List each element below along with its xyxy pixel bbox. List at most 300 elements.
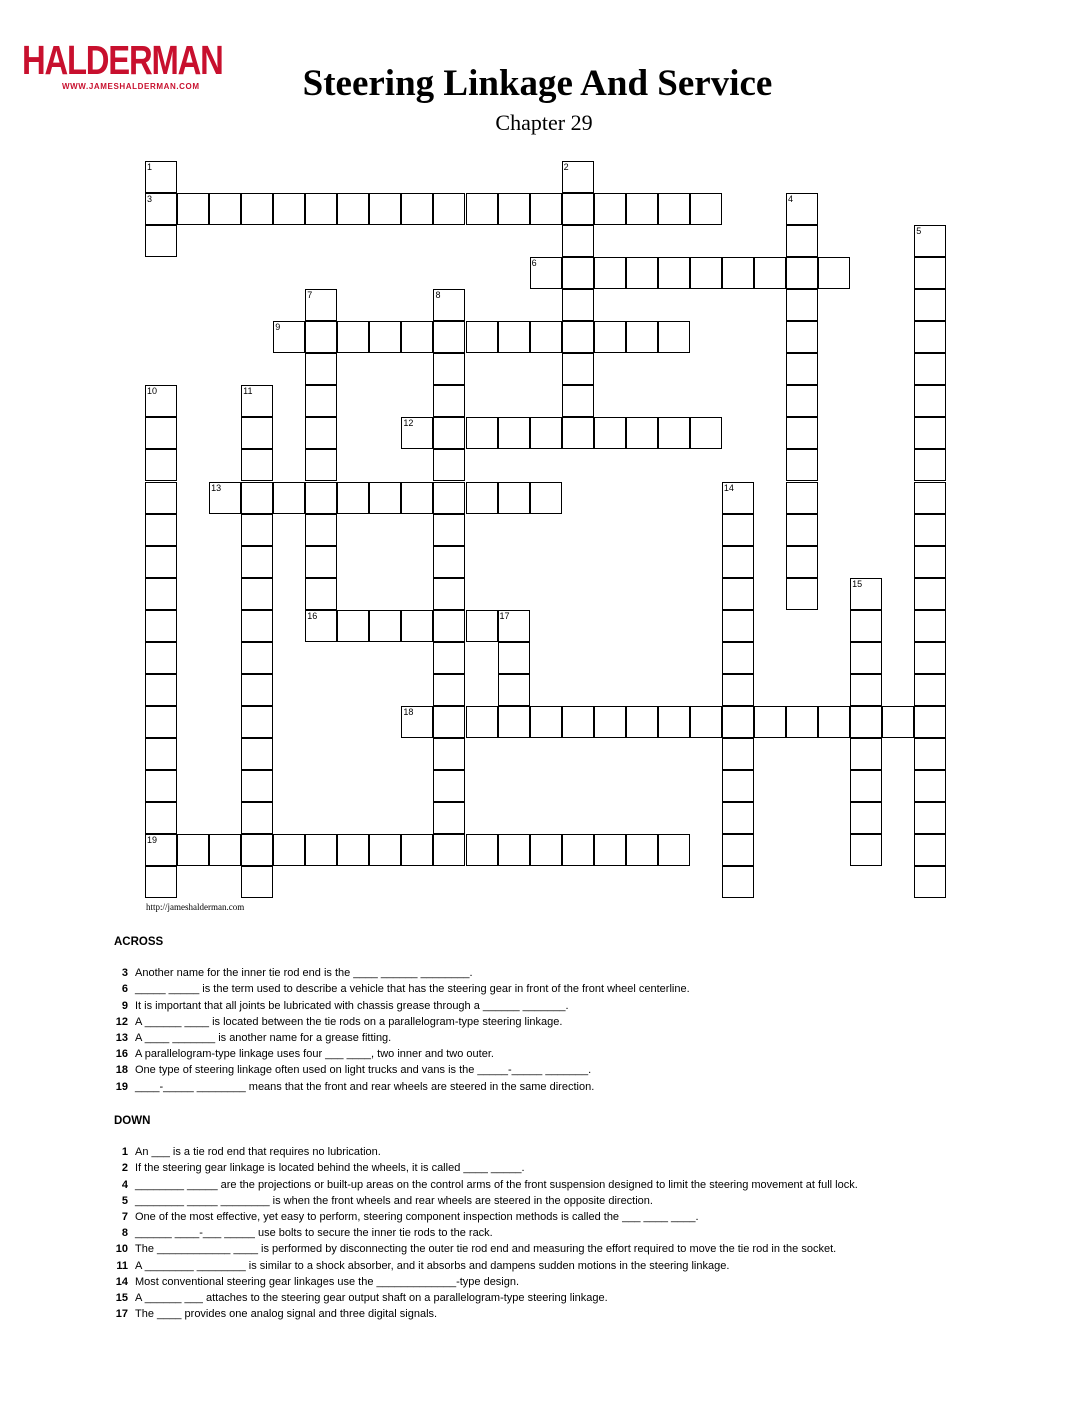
crossword-cell[interactable]	[433, 546, 465, 578]
crossword-cell[interactable]	[498, 706, 530, 738]
across-clue	[114, 1030, 690, 1046]
across-clue	[114, 1062, 690, 1078]
crossword-cell[interactable]	[145, 193, 177, 225]
crossword-cell[interactable]	[914, 385, 946, 417]
crossword-cell[interactable]	[722, 770, 754, 802]
clue-number: 10	[115, 1243, 128, 1256]
clue-text: The ____________ ____ is performed by disconnecting the outer tie rod end and measuring the effort required to move the tie rod in the socket.	[135, 1243, 837, 1256]
crossword-cell[interactable]	[594, 193, 626, 225]
crossword-cell[interactable]	[209, 482, 241, 514]
crossword-cell[interactable]	[594, 257, 626, 289]
down-clue	[114, 1274, 858, 1290]
crossword-cell[interactable]	[433, 802, 465, 834]
crossword-cell[interactable]	[786, 578, 818, 610]
clue-number: 15	[115, 1292, 128, 1305]
cell-number: 12	[403, 418, 414, 429]
crossword-cell[interactable]	[433, 514, 465, 546]
clue-text: Another name for the inner tie rod end is the ____ ______ ________.	[135, 967, 473, 980]
down-clue	[114, 1177, 858, 1193]
clue-text: It is important that all joints be lubricated with chassis grease through a ______ _______.	[135, 999, 569, 1012]
down-clue	[114, 1225, 858, 1241]
crossword-cell[interactable]	[241, 770, 273, 802]
crossword-cell[interactable]	[209, 834, 241, 866]
crossword-cell[interactable]	[305, 417, 337, 449]
crossword-cell[interactable]	[562, 321, 594, 353]
crossword-cell[interactable]	[145, 802, 177, 834]
clue-number: 5	[121, 1194, 128, 1207]
crossword-cell[interactable]	[145, 834, 177, 866]
crossword-cell[interactable]	[305, 289, 337, 321]
page-title: Steering Linkage And Service	[302, 63, 773, 104]
crossword-cell[interactable]	[498, 193, 530, 225]
clue-number: 14	[115, 1275, 128, 1288]
crossword-cell[interactable]	[722, 738, 754, 770]
crossword-cell[interactable]	[850, 674, 882, 706]
crossword-cell[interactable]	[401, 193, 433, 225]
crossword-cell[interactable]	[241, 866, 273, 898]
crossword-cell[interactable]	[241, 834, 273, 866]
crossword-cell[interactable]	[754, 257, 786, 289]
crossword-cell[interactable]	[562, 706, 594, 738]
crossword-cell[interactable]	[209, 193, 241, 225]
crossword-cell[interactable]	[722, 257, 754, 289]
crossword-cell[interactable]	[145, 449, 177, 481]
crossword-cell[interactable]	[850, 738, 882, 770]
crossword-cell[interactable]	[145, 610, 177, 642]
clue-text: One of the most effective, yet easy to perform, steering component inspection methods is called the ___ ____ ____.	[135, 1211, 699, 1224]
crossword-cell[interactable]	[433, 610, 465, 642]
crossword-cell[interactable]	[690, 193, 722, 225]
crossword-cell[interactable]	[786, 193, 818, 225]
crossword-cell[interactable]	[273, 834, 305, 866]
crossword-cell[interactable]	[562, 417, 594, 449]
crossword-cell[interactable]	[594, 321, 626, 353]
crossword-cell[interactable]	[433, 289, 465, 321]
crossword-cell[interactable]	[786, 385, 818, 417]
crossword-cell[interactable]	[145, 482, 177, 514]
crossword-cell[interactable]	[818, 257, 850, 289]
down-clue	[114, 1144, 858, 1160]
logo-url: WWW.JAMESHALDERMAN.COM	[62, 82, 200, 91]
crossword-cell[interactable]	[530, 834, 562, 866]
crossword-cell[interactable]	[241, 514, 273, 546]
clue-text: A ______ ____ is located between the tie rods on a parallelogram-type steering linkage.	[135, 1015, 563, 1028]
crossword-cell[interactable]	[401, 834, 433, 866]
crossword-cell[interactable]	[305, 578, 337, 610]
cell-number: 13	[211, 482, 222, 493]
clue-text: An ___ is a tie rod end that requires no lubrication.	[135, 1146, 381, 1159]
down-clue	[114, 1290, 858, 1306]
crossword-cell[interactable]	[145, 546, 177, 578]
crossword-cell[interactable]	[882, 706, 914, 738]
down-clue-list	[114, 1144, 858, 1322]
clue-number: 11	[116, 1259, 128, 1272]
crossword-cell[interactable]	[466, 321, 498, 353]
across-clue-list	[114, 965, 690, 1095]
crossword-cell[interactable]	[241, 482, 273, 514]
crossword-cell[interactable]	[818, 706, 850, 738]
crossword-cell[interactable]	[914, 257, 946, 289]
crossword-cell[interactable]	[722, 610, 754, 642]
crossword-cell[interactable]	[305, 449, 337, 481]
crossword-cell[interactable]	[305, 385, 337, 417]
crossword-cell[interactable]	[786, 321, 818, 353]
crossword-cell[interactable]	[914, 321, 946, 353]
crossword-cell[interactable]	[401, 706, 433, 738]
clue-text: A parallelogram-type linkage uses four ___ ____, two inner and two outer.	[135, 1048, 494, 1061]
crossword-cell[interactable]	[433, 706, 465, 738]
clue-number: 13	[115, 1032, 128, 1045]
crossword-cell[interactable]	[433, 353, 465, 385]
crossword-cell[interactable]	[177, 834, 209, 866]
crossword-cell[interactable]	[914, 546, 946, 578]
clue-text: ______ ____-___ _____ use bolts to secure the inner tie rods to the rack.	[135, 1227, 493, 1240]
crossword-cell[interactable]	[241, 802, 273, 834]
crossword-cell[interactable]	[241, 674, 273, 706]
crossword-cell[interactable]	[177, 193, 209, 225]
clue-number: 6	[121, 983, 128, 996]
crossword-cell[interactable]	[562, 385, 594, 417]
clue-text: ____-_____ ________ means that the front and rear wheels are steered in the same direction.	[135, 1080, 595, 1093]
crossword-cell[interactable]	[337, 193, 369, 225]
across-clue	[114, 1046, 690, 1062]
crossword-cell[interactable]	[433, 417, 465, 449]
crossword-cell[interactable]	[562, 161, 594, 193]
crossword-cell[interactable]	[626, 834, 658, 866]
crossword-cell[interactable]	[626, 321, 658, 353]
crossword-cell[interactable]	[658, 706, 690, 738]
down-clue	[114, 1258, 858, 1274]
crossword-cell[interactable]	[914, 706, 946, 738]
crossword-cell[interactable]	[850, 610, 882, 642]
crossword-cell[interactable]	[914, 578, 946, 610]
crossword-cell[interactable]	[786, 225, 818, 257]
crossword-cell[interactable]	[498, 610, 530, 642]
crossword-cell[interactable]	[530, 257, 562, 289]
crossword-cell[interactable]	[850, 578, 882, 610]
crossword-cell[interactable]	[658, 321, 690, 353]
crossword-cell[interactable]	[850, 834, 882, 866]
clue-text: If the steering gear linkage is located behind the wheels, it is called ____ _____.	[135, 1162, 525, 1175]
crossword-cell[interactable]	[754, 706, 786, 738]
crossword-cell[interactable]	[305, 193, 337, 225]
cell-number: 10	[147, 386, 158, 397]
clue-number: 9	[121, 999, 128, 1012]
cell-number: 7	[307, 290, 313, 301]
crossword-cell[interactable]	[594, 706, 626, 738]
crossword-cell[interactable]	[722, 578, 754, 610]
crossword-cell[interactable]	[145, 866, 177, 898]
crossword-cell[interactable]	[786, 449, 818, 481]
crossword-cell[interactable]	[466, 417, 498, 449]
crossword-cell[interactable]	[145, 770, 177, 802]
crossword-cell[interactable]	[241, 193, 273, 225]
clue-text: A ____ _______ is another name for a grease fitting.	[135, 1032, 392, 1045]
crossword-cell[interactable]	[305, 321, 337, 353]
crossword-cell[interactable]	[305, 353, 337, 385]
clue-number: 8	[121, 1227, 128, 1240]
clue-number: 17	[115, 1308, 128, 1321]
crossword-cell[interactable]	[658, 193, 690, 225]
crossword-cell[interactable]	[562, 289, 594, 321]
crossword-cell[interactable]	[722, 674, 754, 706]
clue-text: One type of steering linkage often used on light trucks and vans is the _____-_____ _______.	[135, 1064, 592, 1077]
crossword-cell[interactable]	[241, 706, 273, 738]
crossword-cell[interactable]	[914, 834, 946, 866]
crossword-cell[interactable]	[401, 482, 433, 514]
crossword-cell[interactable]	[241, 449, 273, 481]
crossword-cell[interactable]	[466, 482, 498, 514]
crossword-cell[interactable]	[433, 193, 465, 225]
crossword-cell[interactable]	[786, 417, 818, 449]
crossword-cell[interactable]	[145, 738, 177, 770]
crossword-cell[interactable]	[145, 385, 177, 417]
clue-text: Most conventional steering gear linkages use the _____________-type design.	[135, 1275, 520, 1288]
crossword-cell[interactable]	[850, 642, 882, 674]
crossword-cell[interactable]	[690, 257, 722, 289]
crossword-cell[interactable]	[914, 225, 946, 257]
crossword-cell[interactable]	[498, 674, 530, 706]
crossword-cell[interactable]	[466, 610, 498, 642]
clue-number: 19	[115, 1080, 128, 1093]
crossword-cell[interactable]	[369, 834, 401, 866]
crossword-cell[interactable]	[722, 834, 754, 866]
crossword-cell[interactable]	[658, 834, 690, 866]
crossword-cell[interactable]	[241, 642, 273, 674]
crossword-cell[interactable]	[914, 417, 946, 449]
across-clue	[114, 1079, 690, 1095]
crossword-cell[interactable]	[914, 674, 946, 706]
crossword-cell[interactable]	[914, 738, 946, 770]
crossword-cell[interactable]	[241, 385, 273, 417]
crossword-cell[interactable]	[305, 482, 337, 514]
cell-number: 2	[563, 162, 569, 172]
crossword-cell[interactable]	[305, 834, 337, 866]
crossword-cell[interactable]	[273, 482, 305, 514]
crossword-cell[interactable]	[722, 642, 754, 674]
crossword-cell[interactable]	[786, 706, 818, 738]
crossword-cell[interactable]	[466, 706, 498, 738]
crossword-cell[interactable]	[273, 193, 305, 225]
crossword-cell[interactable]	[562, 353, 594, 385]
clue-text: A ________ ________ is similar to a shock absorber, and it absorbs and dampens sudden motions in the steering linkage.	[135, 1259, 730, 1272]
crossword-cell[interactable]	[786, 289, 818, 321]
cell-number: 3	[147, 194, 153, 205]
cell-number: 14	[723, 482, 734, 493]
down-heading: DOWN	[114, 1115, 151, 1127]
crossword-cell[interactable]	[369, 482, 401, 514]
crossword-cell[interactable]	[722, 482, 754, 514]
crossword-cell[interactable]	[786, 257, 818, 289]
clue-number: 1	[121, 1146, 128, 1159]
down-clue	[114, 1209, 858, 1225]
crossword-cell[interactable]	[241, 578, 273, 610]
down-clue	[114, 1160, 858, 1176]
crossword-cell[interactable]	[401, 610, 433, 642]
crossword-cell[interactable]	[337, 834, 369, 866]
crossword-cell[interactable]	[530, 482, 562, 514]
crossword-cell[interactable]	[498, 321, 530, 353]
crossword-cell[interactable]	[914, 866, 946, 898]
crossword-cell[interactable]	[433, 321, 465, 353]
crossword-cell[interactable]	[850, 802, 882, 834]
cell-number: 8	[435, 290, 441, 301]
crossword-cell[interactable]	[145, 578, 177, 610]
crossword-cell[interactable]	[337, 610, 369, 642]
clue-text: A ______ ___ attaches to the steering gear output shaft on a parallelogram-type steering linkage.	[135, 1292, 608, 1305]
down-clue	[114, 1241, 858, 1257]
crossword-cell[interactable]	[498, 642, 530, 674]
crossword-cell[interactable]	[466, 193, 498, 225]
clue-text: _____ _____ is the term used to describe a vehicle that has the steering gear in front of the front wheel centerline.	[135, 983, 690, 996]
crossword-cell[interactable]	[690, 706, 722, 738]
crossword-cell[interactable]	[594, 834, 626, 866]
crossword-cell[interactable]	[145, 514, 177, 546]
cell-number: 16	[307, 610, 318, 621]
crossword-cell[interactable]	[914, 610, 946, 642]
cell-number: 18	[403, 706, 414, 717]
crossword-cell[interactable]	[433, 449, 465, 481]
crossword-cell[interactable]	[786, 546, 818, 578]
footer-url: http://jameshalderman.com	[146, 902, 245, 912]
crossword-cell[interactable]	[433, 738, 465, 770]
crossword-cell[interactable]	[305, 610, 337, 642]
crossword-cell[interactable]	[530, 417, 562, 449]
crossword-cell[interactable]	[145, 225, 177, 257]
across-clue	[114, 998, 690, 1014]
crossword-cell[interactable]	[273, 321, 305, 353]
clue-text: The ____ provides one analog signal and three digital signals.	[135, 1308, 438, 1321]
crossword-cell[interactable]	[722, 706, 754, 738]
cell-number: 15	[852, 578, 863, 589]
crossword-cell[interactable]	[722, 866, 754, 898]
clue-number: 3	[121, 967, 128, 980]
crossword-cell[interactable]	[626, 257, 658, 289]
crossword-cell[interactable]	[305, 546, 337, 578]
crossword-cell[interactable]	[433, 770, 465, 802]
cell-number: 19	[147, 835, 158, 846]
clue-number: 16	[115, 1048, 128, 1061]
clue-number: 7	[121, 1211, 128, 1224]
cell-number: 9	[275, 322, 281, 333]
across-clue	[114, 981, 690, 997]
clue-number: 4	[121, 1178, 128, 1191]
crossword-cell[interactable]	[305, 514, 337, 546]
cell-number: 4	[788, 194, 794, 205]
down-clue	[114, 1306, 858, 1322]
crossword-cell[interactable]	[914, 802, 946, 834]
crossword-cell[interactable]	[466, 834, 498, 866]
crossword-cell[interactable]	[562, 225, 594, 257]
crossword-cell[interactable]	[433, 834, 465, 866]
crossword-cell[interactable]	[337, 321, 369, 353]
crossword-cell[interactable]	[369, 610, 401, 642]
clue-text: ________ _____ ________ is when the front wheels and rear wheels are steered in the opposite direction.	[135, 1194, 653, 1207]
logo-wordmark: HALDERMAN	[22, 37, 223, 83]
crossword-cell[interactable]	[498, 834, 530, 866]
crossword-cell[interactable]	[562, 834, 594, 866]
crossword-cell[interactable]	[562, 193, 594, 225]
down-clue	[114, 1193, 858, 1209]
crossword-cell[interactable]	[369, 193, 401, 225]
crossword-cell[interactable]	[626, 706, 658, 738]
crossword-cell[interactable]	[914, 482, 946, 514]
crossword-cell[interactable]	[241, 738, 273, 770]
crossword-cell[interactable]	[786, 514, 818, 546]
crossword-cell[interactable]	[658, 417, 690, 449]
crossword-cell[interactable]	[850, 706, 882, 738]
crossword-cell[interactable]	[145, 706, 177, 738]
crossword-cell[interactable]	[145, 161, 177, 193]
crossword-cell[interactable]	[786, 482, 818, 514]
crossword-cell[interactable]	[914, 770, 946, 802]
crossword-cell[interactable]	[241, 610, 273, 642]
crossword-cell[interactable]	[658, 257, 690, 289]
crossword-cell[interactable]	[498, 482, 530, 514]
across-section	[114, 934, 690, 1095]
crossword-cell[interactable]	[594, 417, 626, 449]
clue-text: ________ _____ are the projections or built-up areas on the control arms of the front suspension designed to limit the steering movement at full lock.	[135, 1178, 858, 1191]
crossword-cell[interactable]	[914, 449, 946, 481]
clue-number: 2	[121, 1162, 128, 1175]
crossword-cell[interactable]	[530, 193, 562, 225]
crossword-cell[interactable]	[626, 417, 658, 449]
crossword-cell[interactable]	[145, 642, 177, 674]
clue-number: 18	[115, 1064, 128, 1077]
crossword-cell[interactable]	[433, 674, 465, 706]
crossword-cell[interactable]	[914, 353, 946, 385]
crossword-cell[interactable]	[914, 514, 946, 546]
crossword-cell[interactable]	[914, 642, 946, 674]
crossword-cell[interactable]	[145, 674, 177, 706]
crossword-cell[interactable]	[562, 257, 594, 289]
cell-number: 11	[243, 386, 253, 397]
crossword-cell[interactable]	[433, 578, 465, 610]
crossword-cell[interactable]	[626, 193, 658, 225]
page-subtitle: Chapter 29	[495, 110, 593, 135]
cell-number: 5	[916, 226, 922, 237]
crossword-cell[interactable]	[530, 706, 562, 738]
crossword-cell[interactable]	[722, 514, 754, 546]
crossword-cell[interactable]	[722, 802, 754, 834]
crossword-cell[interactable]	[498, 417, 530, 449]
crossword-cell[interactable]	[241, 546, 273, 578]
crossword-cell[interactable]	[722, 546, 754, 578]
crossword-cell[interactable]	[433, 385, 465, 417]
cell-number: 1	[147, 162, 153, 172]
crossword-cell[interactable]	[850, 770, 882, 802]
crossword-cell[interactable]	[401, 321, 433, 353]
crossword-cell[interactable]	[690, 417, 722, 449]
down-section	[114, 1113, 858, 1322]
crossword-cell[interactable]	[786, 353, 818, 385]
across-clue	[114, 965, 690, 981]
crossword-cell[interactable]	[914, 289, 946, 321]
cell-number: 17	[499, 610, 510, 621]
crossword-cell[interactable]	[401, 417, 433, 449]
across-clue	[114, 1014, 690, 1030]
cell-number: 6	[531, 258, 537, 269]
crossword-cell[interactable]	[433, 482, 465, 514]
crossword-cell[interactable]	[433, 642, 465, 674]
crossword-cell[interactable]	[241, 417, 273, 449]
crossword-cell[interactable]	[530, 321, 562, 353]
clue-number: 12	[115, 1015, 128, 1028]
crossword-cell[interactable]	[369, 321, 401, 353]
crossword-cell[interactable]	[337, 482, 369, 514]
crossword-cell[interactable]	[145, 417, 177, 449]
across-heading: ACROSS	[114, 936, 164, 948]
